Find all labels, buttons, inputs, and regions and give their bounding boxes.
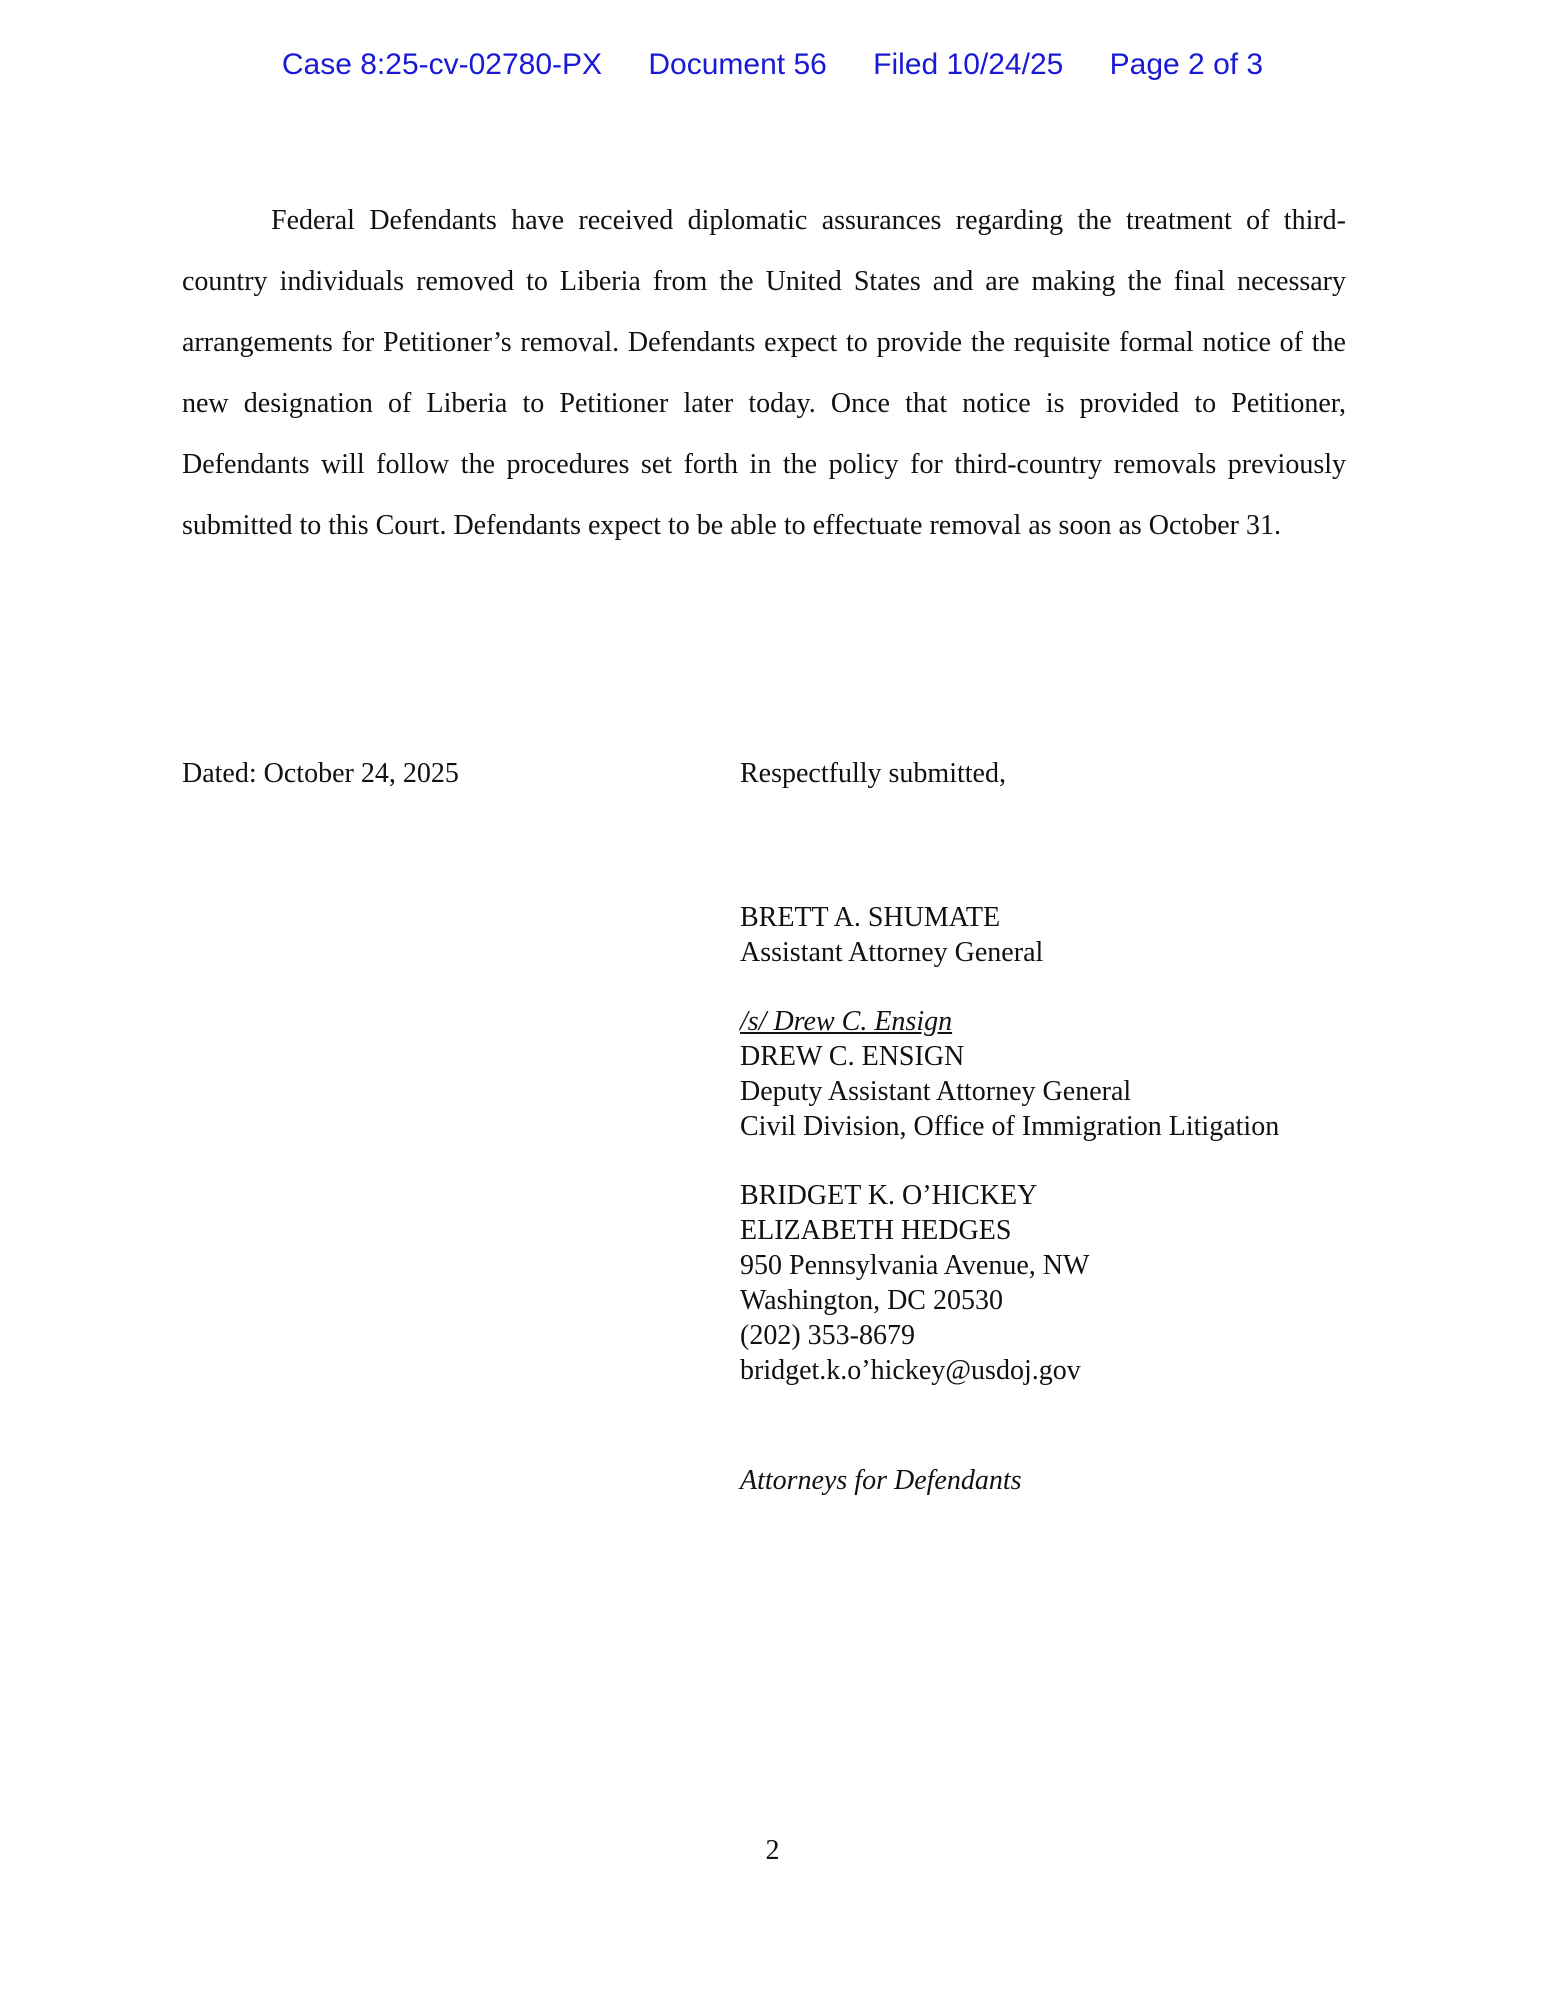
- electronic-signature: /s/ Drew C. Ensign: [740, 1006, 953, 1037]
- case-number: Case 8:25-cv-02780-PX: [281, 48, 603, 81]
- ecf-filing-header: [0, 48, 1545, 82]
- body-paragraph: Federal Defendants have received diplomatic assurances regarding the treatment of third-country individuals removed to Liberia from the United States and are making the final necessary arrangements for Petitioner’s removal. Defendants expect to provide the requisite formal notice of the new designation of Liberia to Petitioner later today. Once that notice is provided to Petitioner, Defendants will follow the procedures set forth in the policy for third-country removals previously submitted to this Court. Defendants expect to be able to effectuate removal as soon as October 31.: [182, 205, 1346, 541]
- respectfully-submitted: Respectfully submitted,: [740, 758, 1006, 789]
- address-line-2: Washington, DC 20530: [740, 1285, 1003, 1316]
- attorney-name-2: ELIZABETH HEDGES: [740, 1215, 1012, 1246]
- page-of-pages: Page 2 of 3: [1109, 48, 1264, 81]
- email-address: bridget.k.o’hickey@usdoj.gov: [740, 1355, 1081, 1386]
- contact-block: [740, 1178, 1089, 1388]
- division-name: Civil Division, Office of Immigration Litigation: [740, 1111, 1280, 1142]
- attorney-name-1: BRIDGET K. O’HICKEY: [740, 1180, 1038, 1211]
- filed-date: Filed 10/24/25: [873, 48, 1064, 81]
- attorneys-for-defendants: Attorneys for Defendants: [740, 1465, 1022, 1496]
- phone-number: (202) 353-8679: [740, 1320, 915, 1351]
- document-number: Document 56: [648, 48, 827, 81]
- daag-title: Deputy Assistant Attorney General: [740, 1076, 1132, 1107]
- aag-title: Assistant Attorney General: [740, 937, 1044, 968]
- page-number: 2: [765, 1835, 780, 1866]
- daag-name: DREW C. ENSIGN: [740, 1041, 965, 1072]
- dated-line: Dated: October 24, 2025: [182, 758, 459, 789]
- address-line-1: 950 Pennsylvania Avenue, NW: [740, 1250, 1090, 1281]
- aag-block: [740, 900, 1043, 970]
- aag-name: BRETT A. SHUMATE: [740, 902, 1001, 933]
- daag-block: [740, 1004, 1279, 1144]
